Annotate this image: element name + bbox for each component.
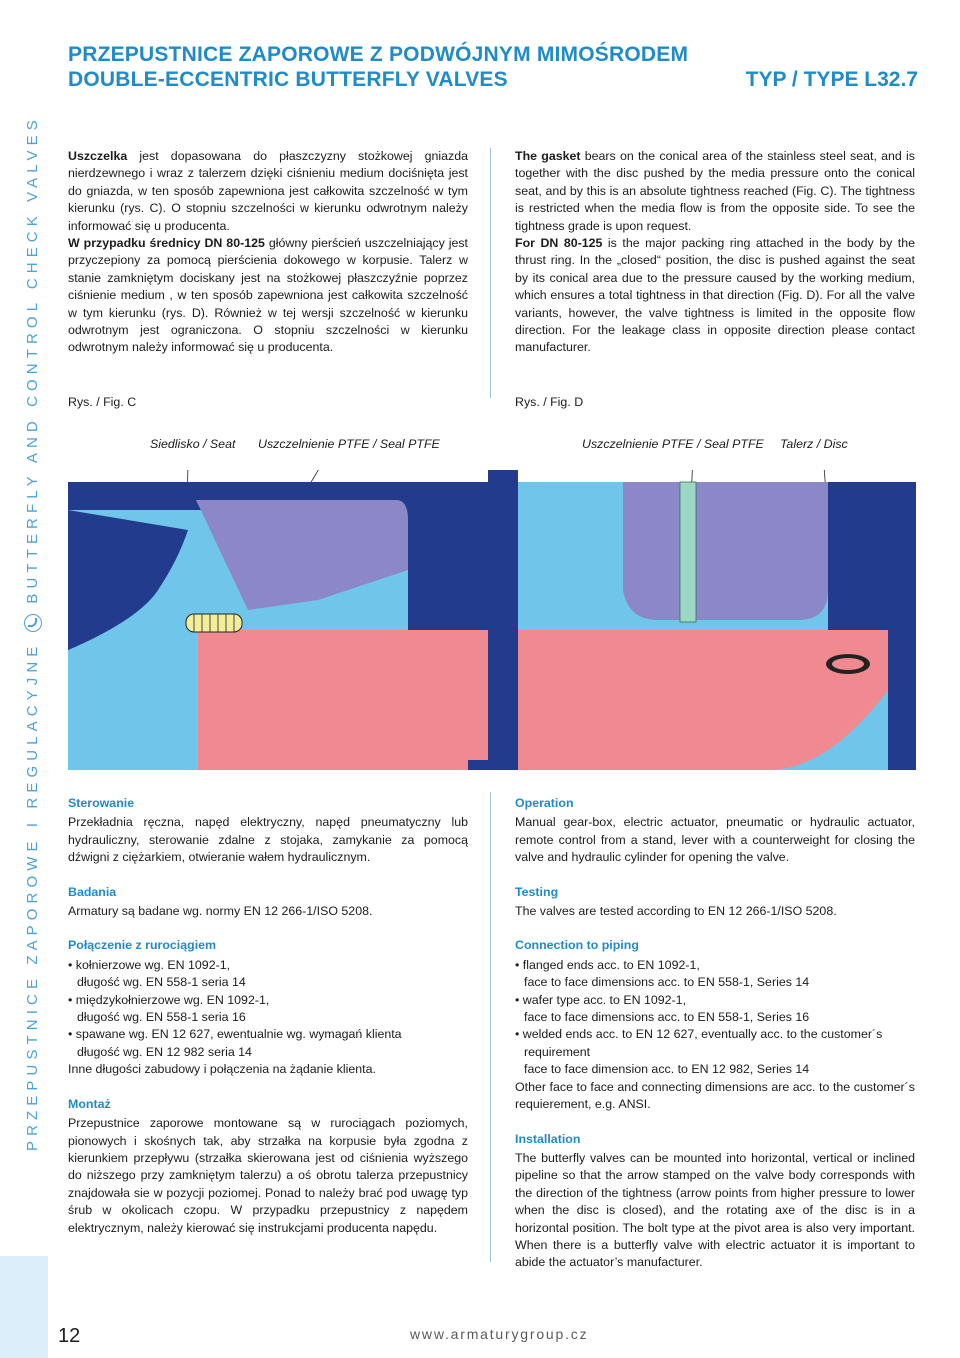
heading-testing: Testing	[515, 884, 559, 899]
right-sections	[515, 795, 915, 1272]
callout-seal-d: Uszczelnienie PTFE / Seal PTFE	[582, 437, 764, 451]
type-code: TYP / TYPE L32.7	[745, 68, 918, 91]
right-paragraph-2: For DN 80-125 is the major packing ring attached in the body by the thrust ring. In the „closed“ position, the disc is pushed against the seat by its conical area due to the pressure caused by the working medium, which ensures a total tightness in that direction (Fig. D). For all the valve variants, however, the valve tightness is limited in the opposite flow direction. For the leakage class in opposite direction please contact manufacturer.	[515, 236, 915, 355]
list-item: face to face dimensions acc. to EN 558-1, Series 14	[524, 975, 810, 990]
list-item: długość wg. EN 558-1 seria 16	[77, 1010, 246, 1025]
heading-sterowanie: Sterowanie	[68, 796, 135, 810]
heading-installation: Installation	[515, 1131, 581, 1146]
text-badania: Armatury są badane wg. normy EN 12 266-1/ISO 5208.	[68, 904, 373, 919]
column-divider-top	[490, 148, 491, 398]
heading-montaz: Montaż	[68, 1096, 111, 1111]
footer-url[interactable]: www.armaturygroup.cz	[410, 1326, 589, 1342]
page-number: 12	[58, 1325, 81, 1347]
valve-cross-section-diagram	[68, 470, 916, 770]
callout-disc: Talerz / Disc	[780, 437, 848, 451]
list-item: • flanged ends acc. to EN 1092-1,	[515, 957, 915, 974]
sidebar-text-en: BUTTERFLY AND CONTROL CHECK VALVES	[24, 115, 41, 604]
heading-badania: Badania	[68, 884, 117, 899]
figure-c-label: Rys. / Fig. C	[68, 395, 137, 409]
left-sections	[68, 795, 468, 1237]
list-polaczenie	[68, 957, 468, 1061]
callout-seal-c: Uszczelnienie PTFE / Seal PTFE	[258, 437, 440, 451]
left-paragraph-1: Uszczelka jest dopasowana do płaszczyzny stożkowej gniazda nierdzewnego i wraz z talerzem dzięki ciśnieniu medium dociśnięta jest do gniazda, w ten sposób zapewniona jest całkowita szczelność w tym kierunku (rys. C). O stopniu szczelności w kierunku odwrotnym należy informować się u producenta.	[68, 149, 468, 233]
sidebar-strip	[0, 1256, 48, 1358]
list-item: długość wg. EN 12 982 seria 14	[77, 1044, 252, 1059]
list-item: • kołnierzowe wg. EN 1092-1,	[68, 957, 468, 974]
list-connection	[515, 957, 915, 1079]
text-connection-note: Other face to face and connecting dimensions are acc. to the customer´s requierement, e.g. ANSI.	[515, 1079, 915, 1112]
callout-seat: Siedlisko / Seat	[150, 437, 236, 451]
text-installation: The butterfly valves can be mounted into horizontal, vertical or inclined pipeline so that the arrow stamped on the valve body corresponds with the direction of the tightness (arrow points from higher pressure to lower when the disc is closed), and the rotating axe of the disc is in a horizontal position. The bolt type at the pivot area is also very important. When there is a butterfly valve with electric actuator it is important to abide the actuator’s manufacturer.	[515, 1150, 915, 1270]
list-item: requirement	[524, 1044, 591, 1059]
list-item: • wafer type acc. to EN 1092-1,	[515, 992, 915, 1009]
sidebar	[0, 0, 48, 1358]
title-pl: PRZEPUSTNICE ZAPOROWE Z PODWÓJNYM MIMOŚRODEM	[68, 43, 689, 66]
left-paragraph-2: W przypadku średnicy DN 80-125 główny pierścień uszczelniający jest przyczepiony za pomocą pierścienia dokowego w korpusie. Talerz w stanie zamkniętym dociskany jest na stożkowej płaszczyźnie poprzez ciśnienie medium , w ten sposób zapewniona jest całkowita szczelność w tym kierunku (rys. D). Również w tej wersji szczelność w kierunku odwrotnym jest ograniczona. O stopniu szczelności w kierunku odwrotnym należy informować się u producenta.	[68, 236, 468, 355]
list-item: • spawane wg. EN 12 627, ewentualnie wg. wymagań klienta	[68, 1026, 468, 1043]
text-operation: Manual gear-box, electric actuator, pneumatic or hydraulic actuator, remote control from a stand, lever with a counterweight for closing the valve and hydraulic cylinder for opening the valve.	[515, 815, 915, 865]
heading-polaczenie: Połączenie z rurociągiem	[68, 938, 217, 953]
right-intro	[515, 148, 915, 357]
heading-operation: Operation	[515, 796, 574, 810]
list-item: face to face dimension acc. to EN 12 982, Series 14	[524, 1062, 810, 1077]
list-item: • welded ends acc. to EN 12 627, eventually acc. to the customer´s	[515, 1026, 915, 1043]
armatury-logo-icon	[24, 614, 42, 632]
list-item: face to face dimensions acc. to EN 558-1, Series 16	[524, 1010, 810, 1025]
right-paragraph-1: The gasket bears on the conical area of the stainless steel seat, and is together with the disc pushed by the media pressure onto the conical seat, and by this is an absolute tightness reached (Fig. C). The tightness is restricted when the media flow is from the opposite side. To see the tightness grade is upon request.	[515, 149, 915, 233]
text-polaczenie-note: Inne długości zabudowy i połączenia na żądanie klienta.	[68, 1062, 376, 1077]
text-sterowanie: Przekładnia ręczna, napęd elektryczny, napęd pneumatyczny lub hydrauliczny, sterowanie zdalne z stojaka, zamykanie za pomocą dźwigni z ciężarkiem, otwieranie wałem hydraulicznym.	[68, 815, 468, 865]
list-item: • międzykołnierzowe wg. EN 1092-1,	[68, 992, 468, 1009]
list-item: długość wg. EN 558-1 seria 14	[77, 975, 246, 990]
sidebar-vertical-text	[24, 115, 42, 1151]
heading-connection: Connection to piping	[515, 938, 639, 953]
text-testing: The valves are tested according to EN 12 266-1/ISO 5208.	[515, 904, 837, 919]
title-en: DOUBLE-ECCENTRIC BUTTERFLY VALVES	[68, 68, 508, 91]
text-montaz: Przepustnice zaporowe montowane są w rurociągach poziomych, pionowych i skośnych tak, aby strzałka na korpusie była zgodna z kierunkiem przepływu (strzałka skierowana jest od ciśnienia wyższego do niższego przy zamkniętym talerzu) a oś obrotu talerza przepustnicy znajdowała sie w pozycji poziomej. Ponad to należy brać pod uwagę typ śrub w okolicach czopu. W przypadku przepustnicy z napędem elektrycznym, należy kierować się instrukcjami producenta napędu.	[68, 1116, 468, 1235]
column-divider-bottom	[490, 792, 491, 1262]
figure-d-label: Rys. / Fig. D	[515, 395, 584, 409]
sidebar-text-pl: PRZEPUSTNICE ZAPOROWE I REGULACYJNE	[24, 641, 41, 1151]
left-intro	[68, 148, 468, 357]
